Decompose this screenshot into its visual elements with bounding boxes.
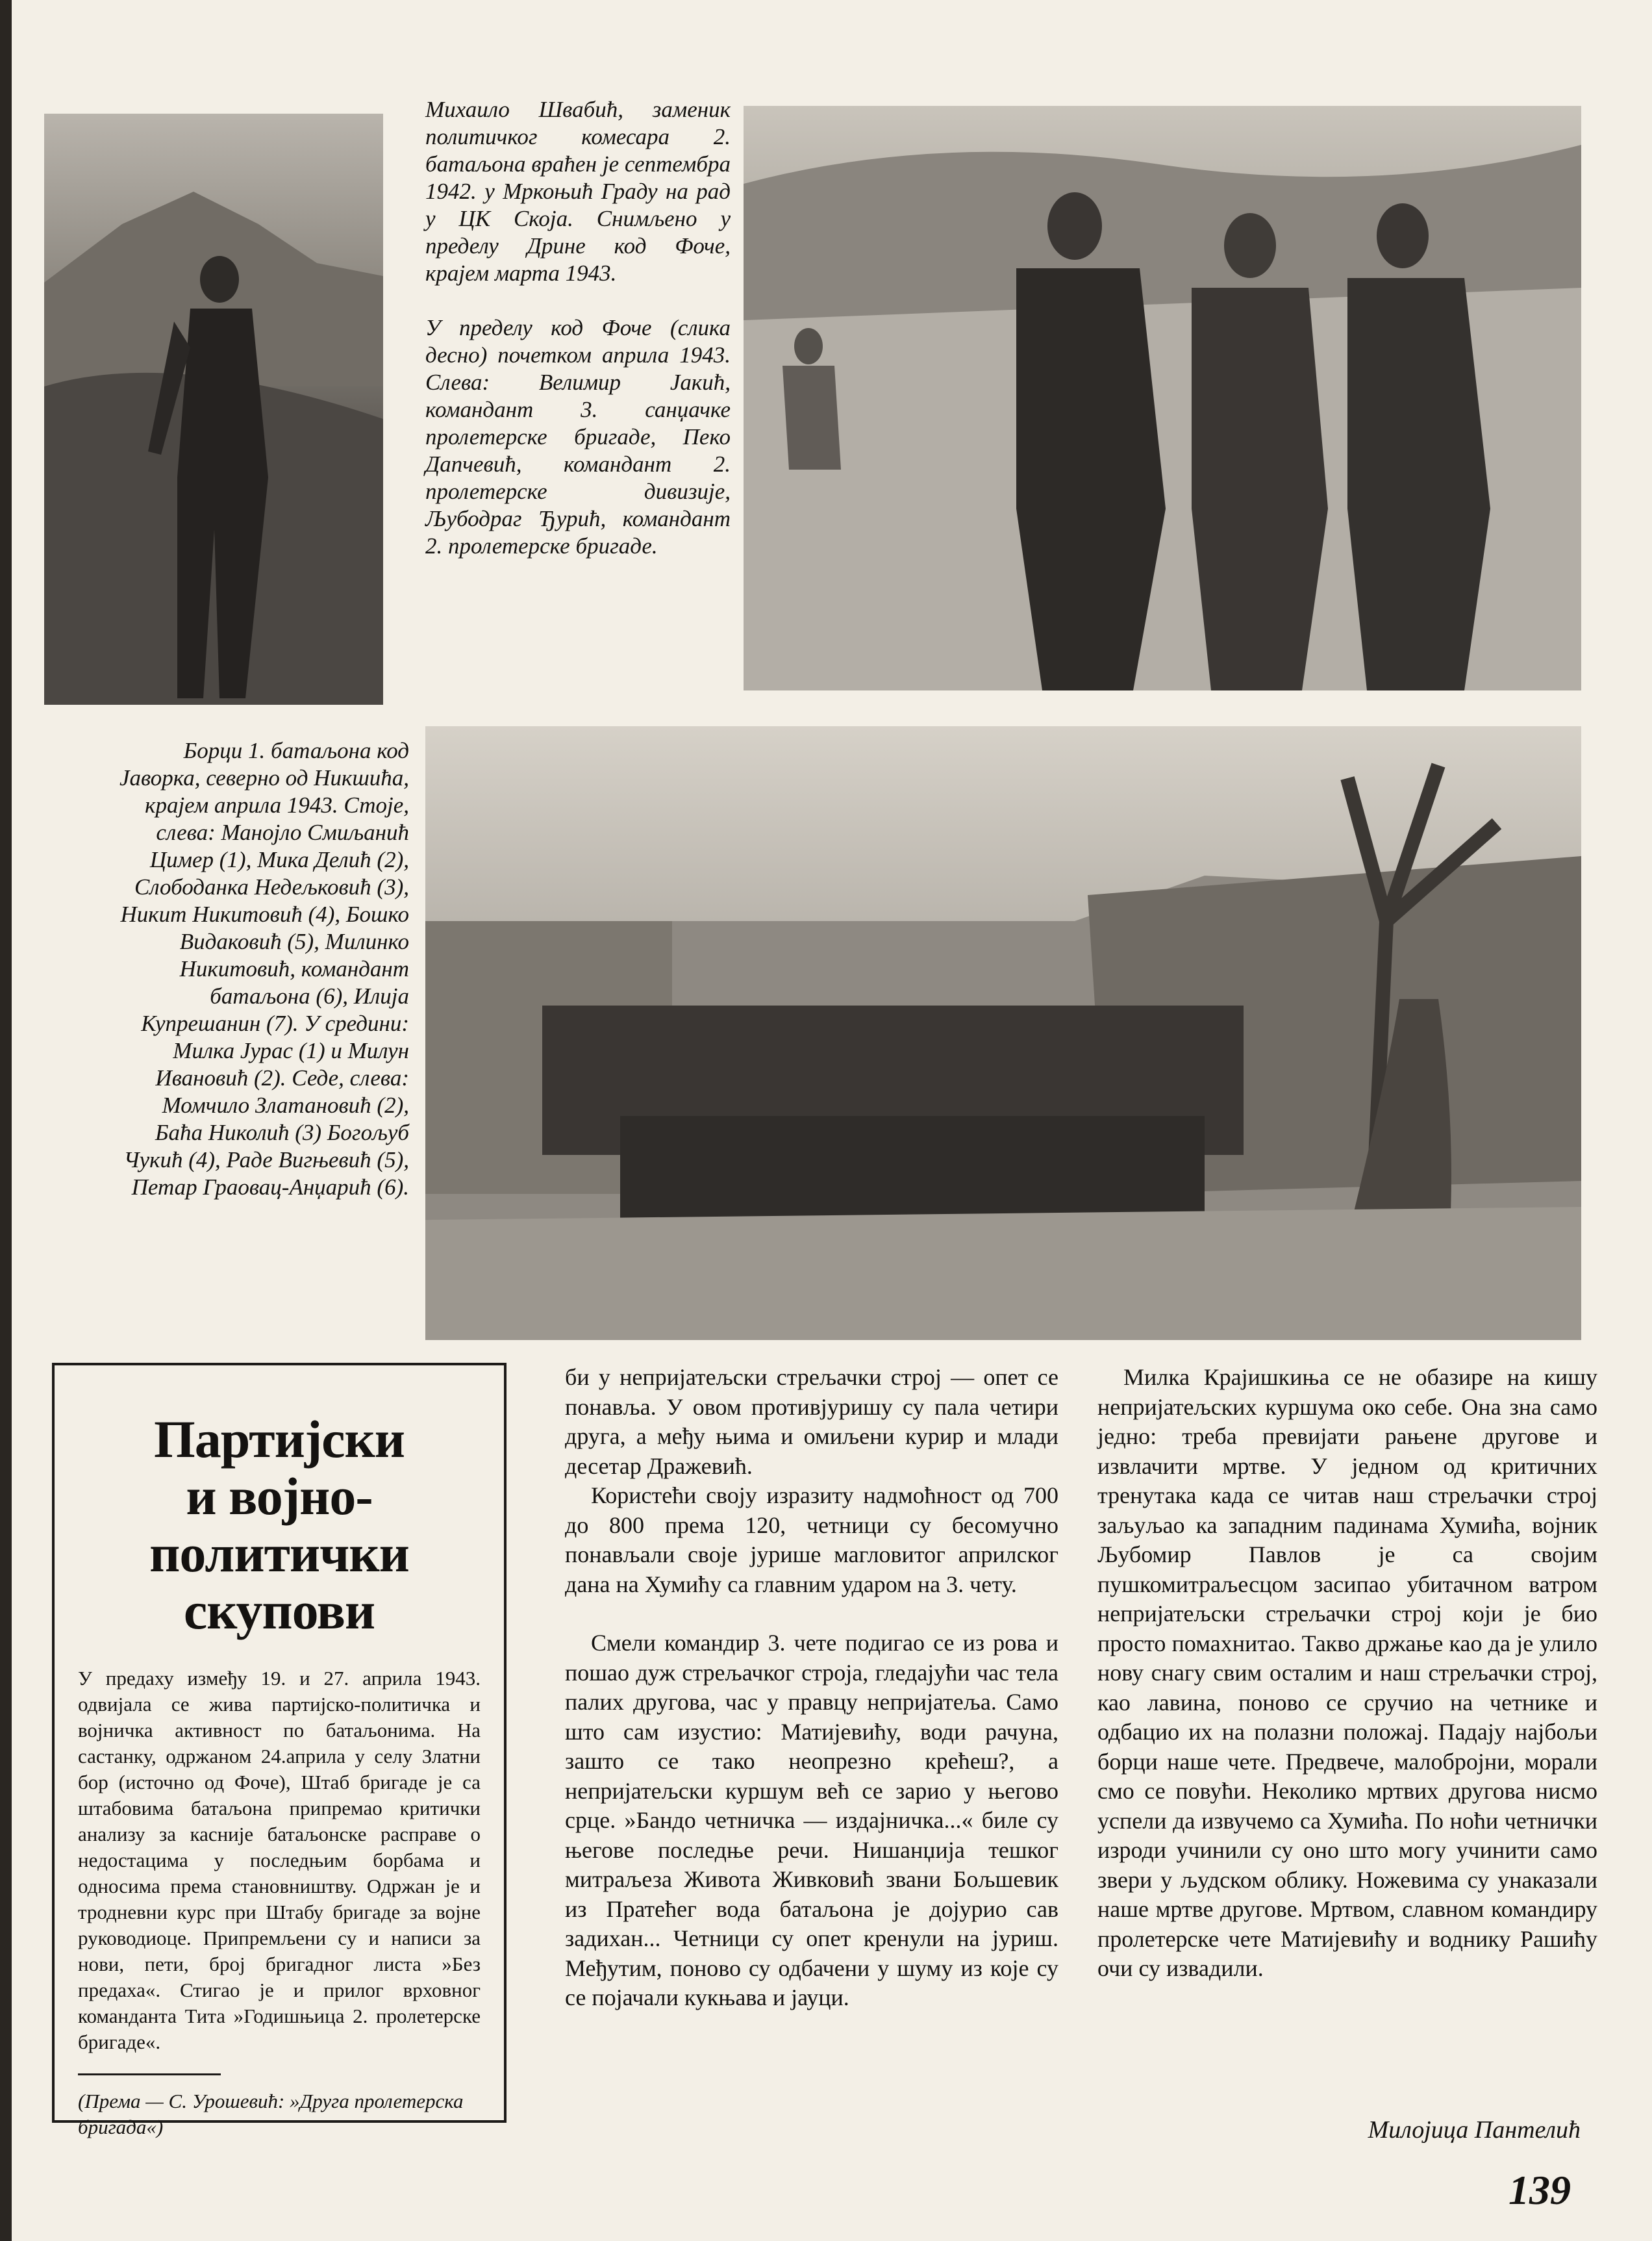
- paragraph: Користећи своју изразиту надмоћност од 700 до 800 према 120, четници су бесомучно понављали своје јурише магловитог априлског дана на Хумићу са главним ударом на 3. чету.: [565, 1482, 1058, 1597]
- page-number: 139: [1508, 2167, 1571, 2213]
- caption-first-battalion-text: Борци 1. батаљона код Јаворка, северно од Никшића, крајем априла 1943. Стоје, слева: Манојло Смиљанић Цимер (1), Мика Делић (2), Слободанка Недељковић (3), Никит Никитовић (4), Бошко Видаковић (5), Милинко Никитовић, командант батаљона (6), Илија Купрешанин (7). У средини: Милка Јурас (1) и Милун Ивановић (2). Седе, слева: Момчило Златановић (2), Баћа Николић (3) Богољуб Чукић (4), Раде Вигњевић (5), Петар Граовац-Анџарић (6).: [119, 738, 409, 1200]
- box-title: [78, 1411, 481, 1640]
- box-body-text: У предаху између 19. и 27. априла 1943. одвијала се жива партијско-политичка и војничка активност по батаљонима. На састанку, одржаном 24.априла у селу Златни бор (источно од Фоче), Штаб бригаде је са штабовима батаљона припремао критички анализу за касније батаљонске расправе о недостацима у последњим борбама и односима према становништву. Одржан је и тродневни курс при Штабу бригаде за војне руководиоце. Припремљени су и написи за нови, пети, број бригадног листа »Без предаха«. Стигао је и прилог врховног команданта Тита »Годишњица 2. пролетерске бригаде«.: [78, 1667, 481, 2053]
- caption-foca-group: У пределу код Фоче (слика десно) почетком априла 1943. Слева: Велимир Јакић, командант 3. санџачке пролетерске бригаде, Пеко Дапчевић, командант 2. пролетерске дивизије, Љубодраг Ђурић, командант 2. пролетерске бригаде.: [425, 315, 731, 559]
- author-signature: Милојица Пантелић: [1368, 2116, 1581, 2144]
- box-source-note: (Према — С. Урошевић: »Друга пролетерска бригада«): [78, 2090, 464, 2138]
- paragraph: би у непријатељски стрељачки строј — опет се понавља. У овом противјуришу су пала четири друга, а међу њима и омиљени курир и млади десетар Дражевић.: [565, 1364, 1058, 1479]
- caption-top: [425, 96, 731, 560]
- box-title-line: скупови: [183, 1581, 375, 1640]
- photo-image: [425, 726, 1581, 1340]
- paragraph: Смели командир 3. чете подигао се из рова и пошао дуж стрељачког строја, гледајући час тела палих другова, час у правцу непријатеља. Само што сам изустио: Матијевићу, води рачуна, зашто се тако неопрезно крећеш?, а непријатељски куршум већ се зарио у његово срце. »Бандо четничка — издајничка...« биле су његове последње речи. Нишанџија тешког митраљеза Живота Живковић звани Бољшевик из Пратећег вода батаљона је дојурио сав задихан... Четници су опет кренули на јуриш. Међутим, поново су одбачени у шуму из које су се појачали кукњава и јауци.: [565, 1630, 1058, 2010]
- box-divider: [78, 2073, 221, 2075]
- photo-first-battalion-fighters: [425, 726, 1581, 1340]
- article-column-middle: [565, 1363, 1058, 2013]
- photo-three-commanders: [744, 106, 1581, 690]
- photo-mihailo-svabic: [44, 114, 383, 705]
- paragraph: Милка Крајишкиња се не обазире на кишу непријатељских куршума око себе. Она зна само једно: треба превијати рањене другове и извлачити мртве. У једном од критичних тренутака када се читав наш стрељачки строј заљуљао ка западним падинама Хумића, војник Љубомир Павлов је са својим пушкомитраљесцом засипао убитачном ватром непријатељски стрељачки строј који је био просто помахнитао. Такво држање као да је улило нову снагу свим осталим и наш стрељачки строј, као лавина, поново се сручио на четнике и одбацио их на полазни положај. Падају најбољи борци наше чете. Предвече, малобројни, морали смо се повући. Неколико мртвих другова нисмо успели да извучемо са Хумића. По ноћи четнички изроди учинили су оно што могу учинити само звери у људском облику. Ножевима су унаказали наше мртве другове. Мртвом, славном командиру пролетерске чете Матијевићу и воднику Рашићу очи су извадили.: [1097, 1364, 1597, 1981]
- photo-image: [744, 106, 1581, 690]
- page-scan-edge: [0, 0, 12, 2241]
- photo-image: [44, 114, 383, 705]
- caption-svabic: Михаило Швабић, заменик политичког комесара 2. батаљона враћен је септембра 1942. у Мркоњић Граду на рад у ЦК Скоја. Снимљено у пределу Дрине код Фоче, крајем марта 1943.: [425, 97, 731, 286]
- box-title-line: Партијски: [153, 1410, 405, 1469]
- sidebar-box-party-meetings: [52, 1363, 507, 2138]
- box-title-line: и војно-: [186, 1467, 373, 1526]
- box-title-line: политички: [149, 1524, 409, 1583]
- article-column-right: [1097, 1363, 1597, 1984]
- caption-first-battalion: [110, 737, 409, 1201]
